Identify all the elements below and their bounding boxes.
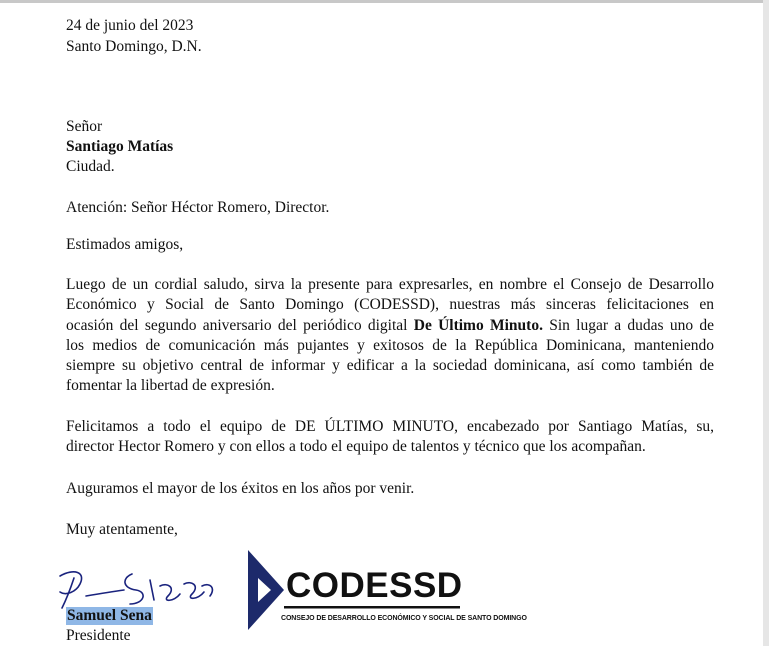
p1-line-4: los medios de comunicación más pujantes y exitosos de la República Dominicana, manteniendo xyxy=(66,336,714,354)
p2-line-2: director Hector Romero y con ellos a todo el equipo de talentos y técnico que los acompañan. xyxy=(66,438,646,456)
body-paragraph-2 xyxy=(66,417,714,458)
logo-subtitle: CONSEJO DE DESARROLLO ECONÓMICO Y SOCIAL DE SANTO DOMINGO xyxy=(281,615,527,622)
greeting: Estimados amigos, xyxy=(66,236,184,253)
p1-line-3-end: Sin lugar a dudas uno de xyxy=(542,316,714,334)
p1-line-2: Económico y Social de Santo Domingo (CODESSD), nuestras más sinceras felicitaciones en xyxy=(66,296,714,314)
attention-line: Atención: Señor Héctor Romero, Director. xyxy=(66,199,330,216)
signer-title: Presidente xyxy=(66,627,131,644)
p1-line-3-start: ocasión del segundo aniversario del periódico digital xyxy=(66,316,414,334)
p2-line-1: Felicitamos a todo el equipo de DE ÚLTIMO MINUTO, encabezado por Santiago Matías, su, xyxy=(66,418,714,435)
letter-date: 24 de junio del 2023 xyxy=(66,17,194,34)
page-top-border xyxy=(0,0,769,3)
page-right-edge xyxy=(763,0,769,646)
closing-line: Muy atentamente, xyxy=(66,521,178,538)
body-paragraph-1 xyxy=(66,275,714,397)
logo-name: CODESSD xyxy=(286,566,463,605)
recipient-city: Ciudad. xyxy=(66,158,115,175)
recipient-salutation: Señor xyxy=(66,118,103,135)
body-paragraph-3: Auguramos el mayor de los éxitos en los años por venir. xyxy=(66,480,415,497)
signer-name: Samuel Sena xyxy=(67,607,152,624)
letter-place: Santo Domingo, D.N. xyxy=(66,38,202,55)
recipient-name: Santiago Matías xyxy=(66,138,174,155)
newspaper-name: De Último Minuto. xyxy=(413,316,543,334)
p1-line-3 xyxy=(66,316,714,336)
p1-line-1: Luego de un cordial saludo, sirva la presente para expresarles, en nombre el Consejo de Desarrollo xyxy=(66,276,714,293)
p1-line-6: fomentar la libertad de expresión. xyxy=(66,377,275,395)
p1-line-5: siempre su objetivo central de informar y edificar a la sociedad dominicana, así como también de xyxy=(66,357,714,375)
